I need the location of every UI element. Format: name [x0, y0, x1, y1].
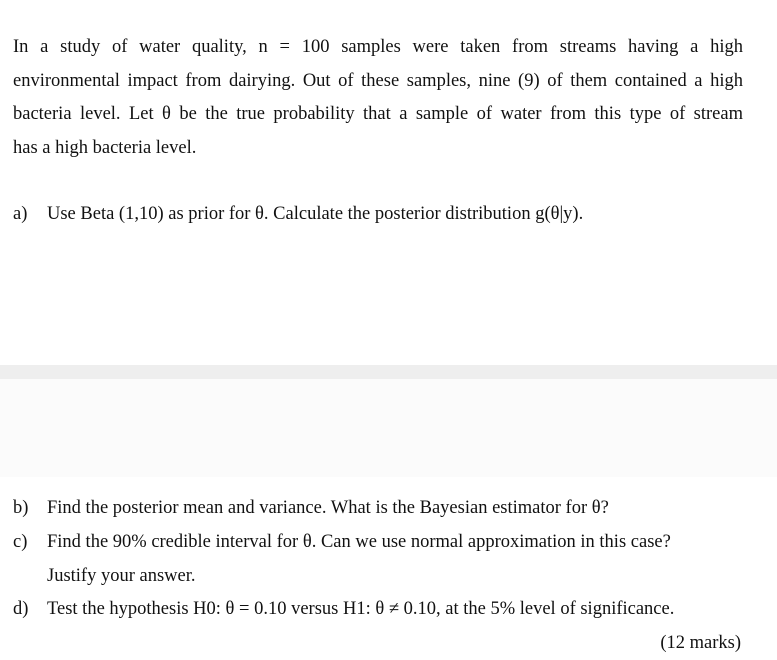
- question-c-text-2: Justify your answer.: [47, 565, 196, 586]
- question-c: [13, 526, 671, 593]
- question-a: [13, 198, 583, 232]
- question-c-label: c): [13, 532, 28, 552]
- intro-line-3: bacteria level. Let θ be the true probability that a sample of water from this type of stream: [13, 104, 743, 124]
- problem-statement: [13, 31, 743, 165]
- page-gap-band: [0, 365, 777, 477]
- intro-line-1: In a study of water quality, n = 100 samples were taken from streams having a high: [13, 37, 743, 57]
- question-a-text: Use Beta (1,10) as prior for θ. Calculate the posterior distribution g(θ|y).: [47, 204, 584, 224]
- question-b-text: Find the posterior mean and variance. What is the Bayesian estimator for θ?: [47, 498, 609, 518]
- question-c-text-1: Find the 90% credible interval for θ. Can we use normal approximation in this case?: [47, 532, 671, 552]
- question-b-label: b): [13, 498, 29, 518]
- question-b: [13, 492, 609, 526]
- intro-line-4: has a high bacteria level.: [13, 137, 197, 158]
- page-gap-edge: [0, 365, 777, 379]
- question-d-label: d): [13, 599, 29, 619]
- marks-label: (12 marks): [660, 633, 741, 653]
- question-d: [13, 593, 674, 627]
- question-a-label: a): [13, 204, 28, 224]
- question-d-text: Test the hypothesis H0: θ = 0.10 versus H1: θ ≠ 0.10, at the 5% level of significance.: [47, 599, 675, 619]
- intro-line-2: environmental impact from dairying. Out of these samples, nine (9) of them contained a high: [13, 70, 743, 91]
